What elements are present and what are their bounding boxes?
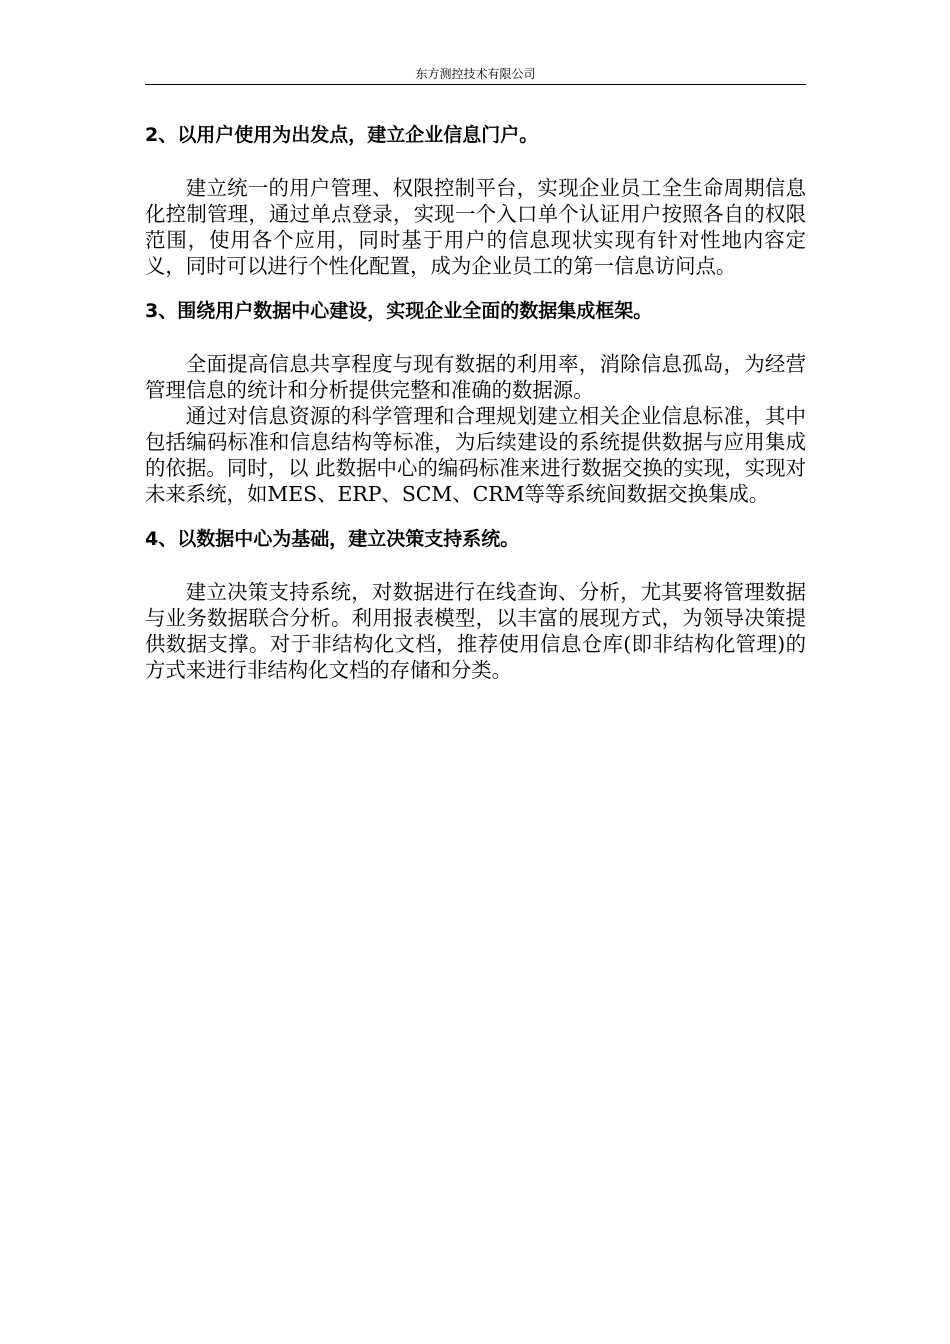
section-4	[145, 524, 806, 683]
section-heading: 3、围绕用户数据中心建设，实现企业全面的数据集成框架。	[145, 300, 653, 322]
paragraph: 建立决策支持系统，对数据进行在线查询、分析，尤其要将管理数据与业务数据联合分析。利用报表模型，以丰富的展现方式，为领导决策提供数据支撑。对于非结构化文档，推荐使用信息仓库(即非结构化管理)的方式来进行非结构化文档的存储和分类。	[145, 580, 806, 682]
section-2	[145, 120, 806, 279]
section-body	[145, 175, 806, 279]
paragraph: 全面提高信息共享程度与现有数据的利用率，消除信息孤岛，为经营管理信息的统计和分析提供完整和准确的数据源。	[145, 352, 806, 402]
header-divider	[145, 84, 806, 85]
section-heading: 4、以数据中心为基础，建立决策支持系统。	[145, 528, 520, 550]
document-body	[145, 120, 806, 683]
page-header: 东方测控技术有限公司	[415, 67, 536, 81]
section-3	[145, 296, 806, 507]
section-body	[145, 579, 806, 683]
section-heading: 2、以用户使用为出发点，建立企业信息门户。	[145, 124, 539, 146]
paragraph: 通过对信息资源的科学管理和合理规划建立相关企业信息标准，其中包括编码标准和信息结构等标准，为后续建设的系统提供数据与应用集成的依据。同时，以 此数据中心的编码标准来进行数据交换的实现，实现对未来系统，如MES、ERP、SCM、CRM等等系统间数据交换集成。	[145, 404, 806, 506]
section-body	[145, 351, 806, 507]
paragraph: 建立统一的用户管理、权限控制平台，实现企业员工全生命周期信息化控制管理，通过单点登录，实现一个入口单个认证用户按照各自的权限范围，使用各个应用，同时基于用户的信息现状实现有针对性地内容定义，同时可以进行个性化配置，成为企业员工的第一信息访问点。	[145, 176, 806, 278]
